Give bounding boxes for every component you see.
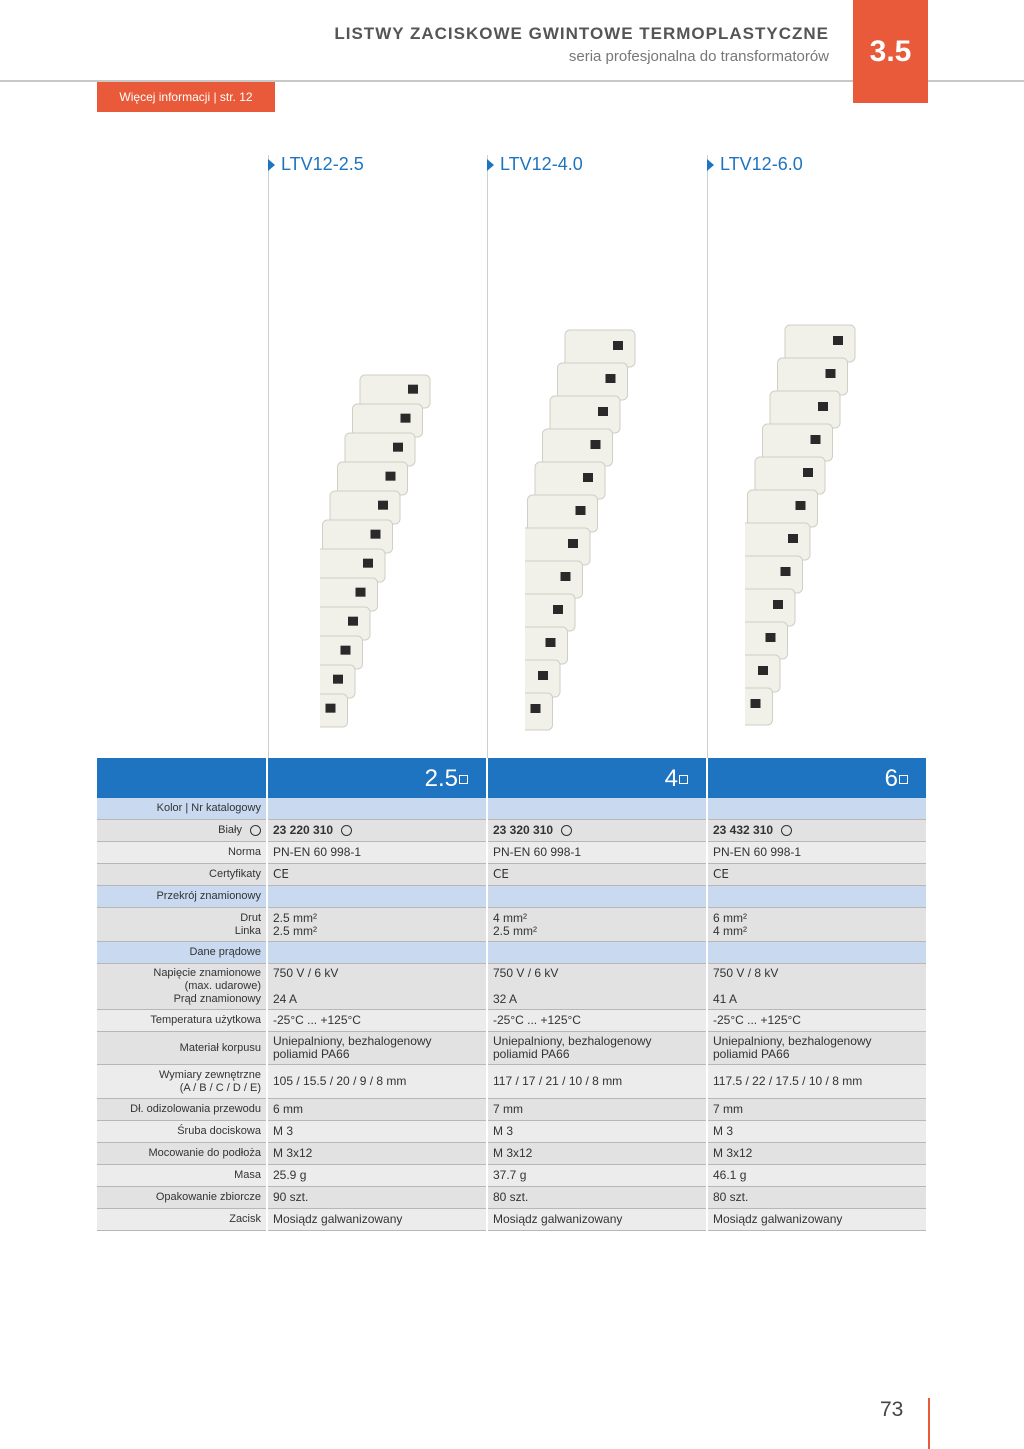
page-subtitle: seria profesjonalna do transformatorów xyxy=(568,48,829,65)
table-row: Temperatura użytkowa -25°C ... +125°C -25°C ... +125°C -25°C ... +125°C xyxy=(97,1010,927,1032)
table-row: Mocowanie do podłoża M 3x12 M 3x12 M 3x12 xyxy=(97,1143,927,1165)
table-row: Materiał korpusu Uniepalniony, bezhalogenowy poliamid PA66 Uniepalniony, bezhalogenowy poliamid PA66 Uniepalniony, bezhalogenowy poliamid PA66 xyxy=(97,1032,927,1065)
table-row: Biały 23 220 310 23 320 310 23 432 310 xyxy=(97,820,927,842)
page-number: 73 xyxy=(880,1398,904,1421)
square-mark-icon xyxy=(459,775,468,784)
table-row: Przekrój znamionowy xyxy=(97,886,927,908)
table-row: Śruba dociskowa M 3 M 3 M 3 xyxy=(97,1121,927,1143)
arrow-right-icon xyxy=(487,159,494,171)
ce-mark-icon: CE xyxy=(487,864,707,886)
table-row: Zacisk Mosiądz galwanizowany Mosiądz galwanizowany Mosiądz galwanizowany xyxy=(97,1209,927,1231)
circle-icon xyxy=(781,825,792,836)
page-title: LISTWY ZACISKOWE GWINTOWE TERMOPLASTYCZNE xyxy=(334,24,829,43)
model-heading-3 xyxy=(707,154,803,175)
column-divider xyxy=(268,155,269,760)
table-row: Kolor | Nr katalogowy xyxy=(97,798,927,820)
circle-icon xyxy=(561,825,572,836)
model-name: LTV12-4.0 xyxy=(500,154,583,174)
table-row: Wymiary zewnętrzne (A / B / C / D / E) 105 / 15.5 / 20 / 9 / 8 mm 117 / 17 / 21 / 10 / 8 mm 117.5 / 22 / 17.5 / 10 / 8 mm xyxy=(97,1065,927,1099)
model-name: LTV12-6.0 xyxy=(720,154,803,174)
model-heading-2 xyxy=(487,154,583,175)
table-row: Dane prądowe xyxy=(97,942,927,964)
circle-icon xyxy=(250,825,261,836)
table-row: Masa 25.9 g 37.7 g 46.1 g xyxy=(97,1165,927,1187)
circle-icon xyxy=(341,825,352,836)
model-name: LTV12-2.5 xyxy=(281,154,364,174)
page-number-bar xyxy=(928,1398,930,1449)
size-cell: 6 xyxy=(707,758,927,798)
table-row: Certyfikaty CE CE CE xyxy=(97,864,927,886)
model-heading-1 xyxy=(268,154,364,175)
table-row: Drut Linka 2.5 mm² 2.5 mm² 4 mm² 2.5 mm² 6 mm² 4 mm² xyxy=(97,908,927,942)
size-cell: 2.5 xyxy=(267,758,487,798)
table-row: Napięcie znamionowe (max. udarowe) Prąd znamionowy 750 V / 6 kV 24 A 750 V / 6 kV 32 A 750 V / 8 kV 41 A xyxy=(97,964,927,1010)
table-row: Norma PN-EN 60 998-1 PN-EN 60 998-1 PN-EN 60 998-1 xyxy=(97,842,927,864)
terminal-strip-image-1 xyxy=(320,370,470,740)
square-mark-icon xyxy=(679,775,688,784)
arrow-right-icon xyxy=(268,159,275,171)
arrow-right-icon xyxy=(707,159,714,171)
ce-mark-icon: CE xyxy=(267,864,487,886)
table-row: Dł. odizolowania przewodu 6 mm 7 mm 7 mm xyxy=(97,1099,927,1121)
more-info-link[interactable]: Więcej informacji | str. 12 xyxy=(97,82,275,112)
size-cell: 4 xyxy=(487,758,707,798)
square-mark-icon xyxy=(899,775,908,784)
terminal-strip-image-3 xyxy=(745,320,895,740)
section-badge: 3.5 xyxy=(853,0,928,103)
spec-table xyxy=(97,758,928,1231)
column-divider xyxy=(707,155,708,760)
column-divider xyxy=(487,155,488,760)
size-header-row xyxy=(97,758,927,798)
terminal-strip-image-2 xyxy=(525,325,675,740)
ce-mark-icon: CE xyxy=(707,864,927,886)
header-title-block xyxy=(334,24,829,65)
table-row: Opakowanie zbiorcze 90 szt. 80 szt. 80 szt. xyxy=(97,1187,927,1209)
